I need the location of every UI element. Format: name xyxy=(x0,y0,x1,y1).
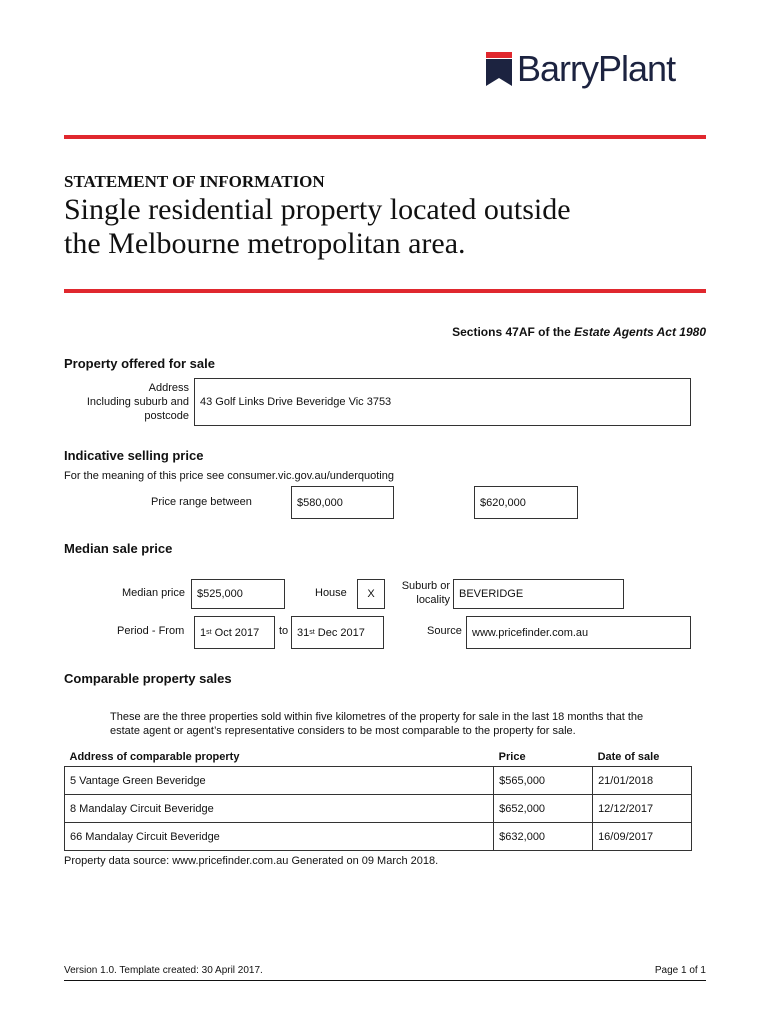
price-range-label: Price range between xyxy=(151,496,252,508)
page-title-line2: the Melbourne metropolitan area. xyxy=(64,227,466,260)
table-header-row xyxy=(65,748,692,767)
price-low-field[interactable]: $580,000 xyxy=(291,486,394,519)
bookmark-icon xyxy=(486,52,512,86)
address-label-line3: postcode xyxy=(144,410,189,422)
source-field[interactable]: www.pricefinder.com.au xyxy=(466,616,691,649)
title-rule xyxy=(64,289,706,293)
row-date[interactable]: 21/01/2018 xyxy=(593,767,692,795)
comparable-intro-line1: These are the three properties sold within five kilometres of the property for sale in the last 18 months that the xyxy=(110,711,644,723)
suburb-label-line1: Suburb or xyxy=(401,580,450,592)
row-address[interactable]: 66 Mandalay Circuit Beveridge xyxy=(65,823,494,851)
data-source-note: Property data source: www.pricefinder.com.au Generated on 09 March 2018. xyxy=(64,855,439,867)
brand-name: BarryPlant xyxy=(517,48,676,89)
median-heading: Median sale price xyxy=(64,541,173,556)
median-price-label: Median price xyxy=(122,587,185,599)
footer-page-number: Page 1 of 1 xyxy=(654,965,706,976)
row-address[interactable]: 5 Vantage Green Beveridge xyxy=(65,767,494,795)
top-rule xyxy=(64,135,706,139)
act-name: Estate Agents Act 1980 xyxy=(574,325,706,339)
address-label xyxy=(64,381,189,423)
median-price-field[interactable]: $525,000 xyxy=(191,579,285,609)
house-checkbox[interactable]: X xyxy=(357,579,385,609)
source-label: Source xyxy=(427,625,462,637)
page-title-line1: Single residential property located outside xyxy=(64,193,571,226)
from-month-year: Oct 2017 xyxy=(211,626,260,639)
to-day: 31 xyxy=(297,626,310,639)
address-label-line1: Address xyxy=(148,382,189,394)
underquoting-note: For the meaning of this price see consumer.vic.gov.au/underquoting xyxy=(64,470,394,482)
period-to-field[interactable] xyxy=(291,616,384,649)
period-to-label: to xyxy=(279,625,289,637)
col-price-header: Price xyxy=(498,751,526,763)
row-date[interactable]: 12/12/2017 xyxy=(593,795,692,823)
period-from-label: Period - From xyxy=(117,625,185,637)
suburb-label-line2: locality xyxy=(416,594,450,606)
row-price[interactable]: $565,000 xyxy=(494,767,593,795)
row-address[interactable]: 8 Mandalay Circuit Beveridge xyxy=(65,795,494,823)
comparable-heading: Comparable property sales xyxy=(64,671,232,686)
row-price[interactable]: $632,000 xyxy=(494,823,593,851)
comparable-sales-table xyxy=(64,748,692,851)
footer-version: Version 1.0. Template created: 30 April 2017. xyxy=(64,965,263,976)
property-type-label: House xyxy=(315,587,347,599)
price-high-field[interactable]: $620,000 xyxy=(474,486,578,519)
table-row xyxy=(65,795,692,823)
from-day-suffix: st xyxy=(206,629,212,636)
sections-reference xyxy=(452,325,706,339)
row-date[interactable]: 16/09/2017 xyxy=(593,823,692,851)
address-label-line2: Including suburb and xyxy=(86,396,189,408)
table-row xyxy=(65,767,692,795)
suburb-field[interactable]: BEVERIDGE xyxy=(453,579,624,609)
indicative-heading: Indicative selling price xyxy=(64,448,204,463)
row-price[interactable]: $652,000 xyxy=(494,795,593,823)
to-day-suffix: st xyxy=(309,629,315,636)
to-month-year: Dec 2017 xyxy=(314,626,365,639)
brand-logo xyxy=(486,50,706,100)
from-day: 1 xyxy=(200,626,207,639)
suburb-label xyxy=(392,579,450,607)
col-address-header: Address of comparable property xyxy=(69,751,240,763)
property-heading: Property offered for sale xyxy=(64,356,215,371)
period-from-field[interactable] xyxy=(194,616,275,649)
comparable-intro-line2: estate agent or agent’s representative considers to be most comparable to the property for sale. xyxy=(110,725,576,737)
address-field[interactable]: 43 Golf Links Drive Beveridge Vic 3753 xyxy=(194,378,691,426)
sections-prefix: Sections 47AF of the xyxy=(452,325,575,339)
footer-rule xyxy=(64,980,706,981)
col-date-header: Date of sale xyxy=(597,751,660,763)
kicker: STATEMENT OF INFORMATION xyxy=(64,172,325,191)
comparable-intro xyxy=(110,710,643,738)
table-row xyxy=(65,823,692,851)
